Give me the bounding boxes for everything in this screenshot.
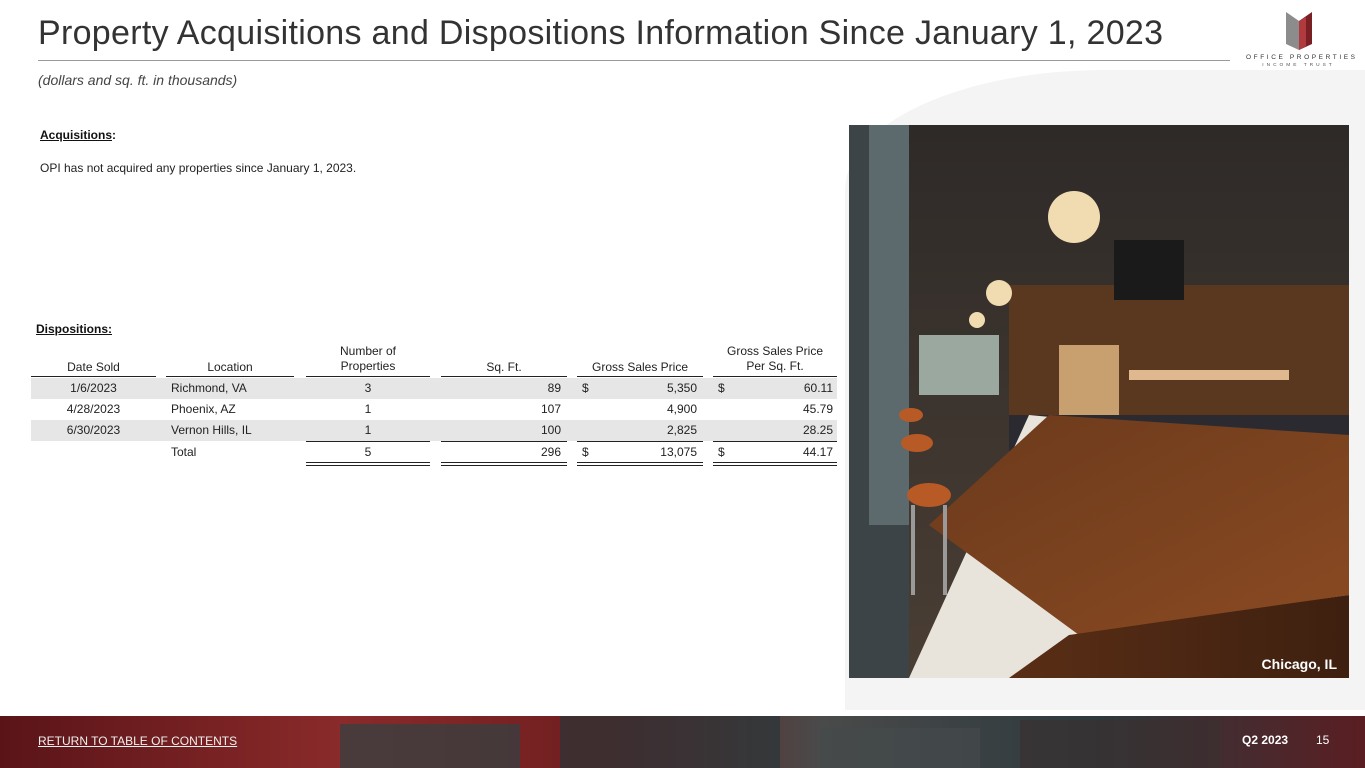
cell-total-psf-currency: $: [718, 445, 725, 459]
col-header-num-properties-l1: Number of: [339, 344, 397, 358]
header-underline: [306, 376, 430, 377]
header-underline: [713, 376, 837, 377]
col-header-num-properties-l2: Properties: [340, 359, 396, 373]
cell-price-per-sqft: 45.79: [802, 402, 833, 416]
page-subtitle: (dollars and sq. ft. in thousands): [38, 72, 238, 88]
cell-psf-currency: $: [718, 381, 725, 395]
cell-date: 1/6/2023: [70, 381, 117, 395]
quarter-label: Q2 2023: [1242, 733, 1289, 747]
acquisitions-heading: [40, 128, 116, 142]
cell-price-per-sqft: 28.25: [802, 423, 833, 437]
header-underline: [441, 376, 567, 377]
cell-total-label: Total: [171, 445, 197, 459]
cell-total-sqft: 296: [540, 445, 561, 459]
total-double-rule: [441, 462, 567, 463]
total-double-rule: [441, 465, 567, 466]
restaurant-bar-image: [849, 125, 1349, 678]
total-double-rule: [713, 462, 837, 463]
col-header-sqft: Sq. Ft.: [486, 360, 522, 374]
cell-sqft: 100: [540, 423, 561, 437]
header-underline: [31, 376, 156, 377]
cell-location: Vernon Hills, IL: [171, 423, 252, 437]
total-double-rule: [306, 462, 430, 463]
company-logo: [1246, 12, 1358, 74]
cell-total-price-currency: $: [582, 445, 589, 459]
cell-num-properties: 1: [364, 423, 372, 437]
dispositions-heading: Dispositions:: [36, 322, 113, 336]
cell-num-properties: 3: [364, 381, 372, 395]
cell-location: Phoenix, AZ: [171, 402, 236, 416]
cell-total-num-properties: 5: [364, 445, 372, 459]
cell-num-properties: 1: [364, 402, 372, 416]
cell-location: Richmond, VA: [171, 381, 247, 395]
photo-caption: Chicago, IL: [1261, 656, 1337, 672]
col-header-gross-sales-price: Gross Sales Price: [591, 360, 689, 374]
cell-sqft: 107: [540, 402, 561, 416]
cell-gross-sales-price: 5,350: [666, 381, 697, 395]
cell-date: 6/30/2023: [66, 423, 121, 437]
acquisitions-heading-label: Acquisitions: [40, 128, 113, 142]
header-underline: [577, 376, 703, 377]
total-double-rule: [306, 465, 430, 466]
logo-text-line1: OFFICE PROPERTIES: [1246, 54, 1358, 61]
cell-total-gross-sales-price: 13,075: [660, 445, 697, 459]
col-header-price-per-sqft-l1: Gross Sales Price: [726, 344, 824, 358]
logo-mark-icon: [1286, 12, 1312, 50]
total-double-rule: [577, 465, 703, 466]
logo-text-line2: INCOME TRUST: [1262, 63, 1335, 68]
return-to-toc-link[interactable]: RETURN TO TABLE OF CONTENTS: [38, 734, 238, 748]
cell-sqft: 89: [547, 381, 561, 395]
header-underline: [166, 376, 294, 377]
total-double-rule: [713, 465, 837, 466]
col-header-num-properties: [306, 344, 430, 374]
property-photo: [849, 125, 1349, 678]
cell-gross-sales-price: 4,900: [666, 402, 697, 416]
page-title: Property Acquisitions and Dispositions Information Since January 1, 2023: [38, 14, 1164, 52]
acquisitions-text: OPI has not acquired any properties since January 1, 2023.: [40, 161, 357, 175]
page-number: 15: [1316, 733, 1330, 747]
cell-date: 4/28/2023: [66, 402, 121, 416]
cell-price-per-sqft: 60.11: [803, 381, 833, 395]
acquisitions-heading-colon: :: [112, 128, 117, 142]
col-header-price-per-sqft-l2: Per Sq. Ft.: [746, 359, 804, 373]
col-header-price-per-sqft: [713, 344, 837, 374]
cell-gross-sales-price: 2,825: [666, 423, 697, 437]
cell-total-price-per-sqft: 44.17: [802, 445, 833, 459]
col-header-location: Location: [207, 360, 253, 374]
total-double-rule: [577, 462, 703, 463]
cell-price-currency: $: [582, 381, 589, 395]
title-divider: [38, 60, 1230, 61]
col-header-date-sold: Date Sold: [67, 360, 120, 374]
